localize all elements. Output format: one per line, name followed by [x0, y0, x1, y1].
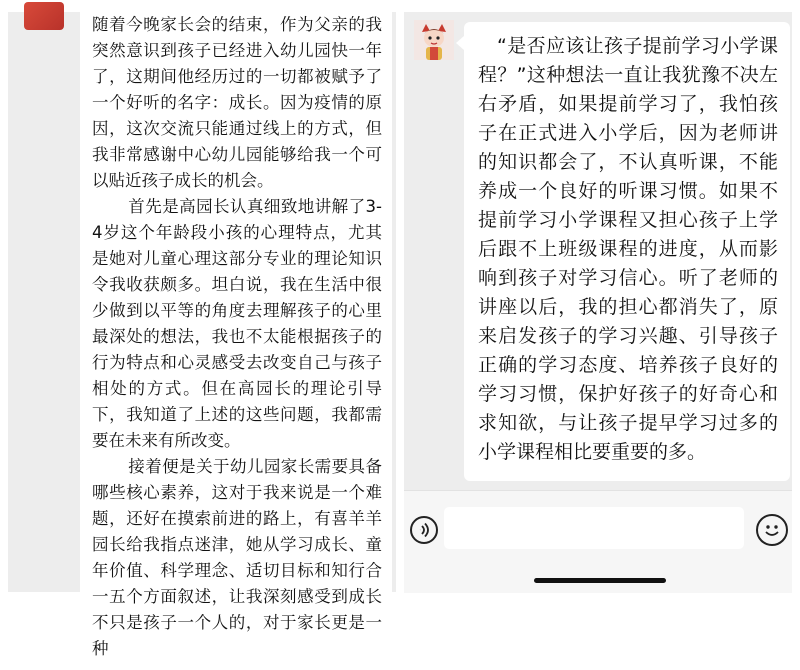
- emoji-icon[interactable]: [756, 514, 788, 546]
- avatar[interactable]: [414, 20, 454, 60]
- voice-icon[interactable]: [410, 516, 438, 544]
- message-bubble[interactable]: [464, 22, 790, 481]
- cartoon-avatar-icon: [414, 20, 454, 60]
- message-text: “是否应该让孩子提前学习小学课程？”这种想法一直让我犹豫不决左右矛盾，如果提前学习了，我怕孩子在正式进入小学后，因为老师讲的知识都会了，不认真听课，不能养成一个良好的听课习惯。如果不提前学习小学课程又担心孩子上学后跟不上班级课程的进度，从而影响到孩子对学习信心。听了老师的讲座以后，我的担心都消失了，原来启发孩子的学习兴趣、引导孩子正确的学习态度、培养孩子良好的学习习惯，保护好孩子的好奇心和求知欲，与让孩子提早学习过多的小学课程相比要重要的多。: [478, 35, 778, 463]
- chat-input-bar: [404, 490, 792, 593]
- message-paragraph: 随着今晚家长会的结束，作为父亲的我突然意识到孩子已经进入幼儿园快一年了，这期间他经历过的一切都被赋予了一个好听的名字：成长。因为疫情的原因，这次交流只能通过线上的方式，但我非常感谢中心幼儿园能够给我一个可以贴近孩子成长的机会。: [92, 15, 382, 190]
- home-indicator: [534, 578, 666, 583]
- chat-panel-left: [8, 12, 396, 658]
- message-paragraph: 首先是高园长认真细致地讲解了3-4岁这个年龄段小孩的心理特点，尤其是她对儿童心理这部分专业的理论知识令我收获颇多。坦白说，我在生活中很少做到以平等的角度去理解孩子的心里最深处的想法，我也不太能根据孩子的行为特点和心灵感受去改变自己与孩子相处的方式。但在高园长的理论引导下，我知道了上述的这些问题，我都需要在未来有所改变。: [92, 197, 382, 450]
- message-bubble[interactable]: [80, 4, 392, 670]
- message-paragraph: 接着便是关于幼儿园家长需要具备哪些核心素养，这对于我来说是一个难题，还好在摸索前进的路上，有喜羊羊园长给我指点迷津，她从学习成长、童年价值、科学理念、适切目标和知行合一五个方面叙述，让我深刻感受到成长不只是孩子一个人的，对于家长更是一种: [92, 457, 382, 658]
- message-input[interactable]: [444, 507, 744, 549]
- chat-panel-right: [404, 12, 792, 592]
- avatar[interactable]: [24, 2, 64, 30]
